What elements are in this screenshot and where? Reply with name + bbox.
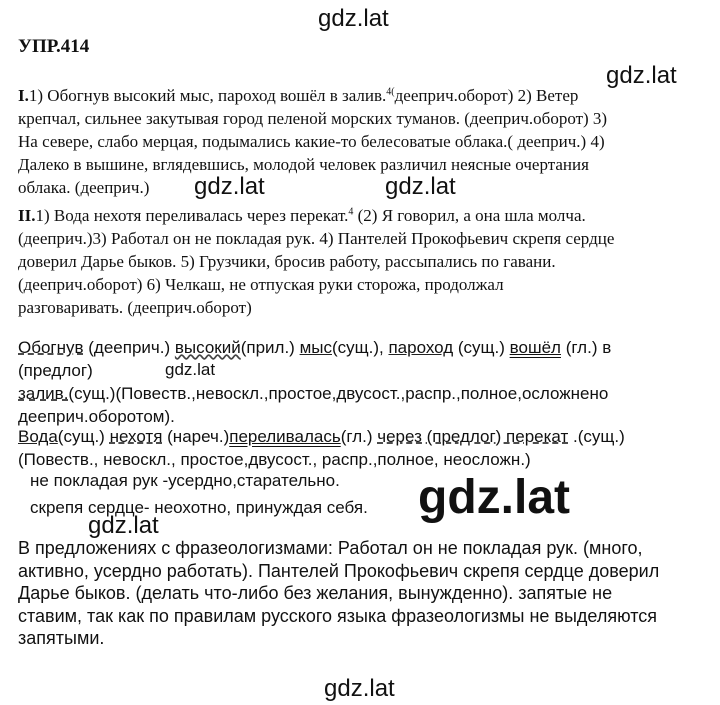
phrase-meaning-2: скрепя сердце- неохотно, принуждая себя. [30, 498, 368, 517]
part-one-label: I. [18, 86, 29, 105]
conclusion-line-2: активно, усердно работать). Пантелей Прокофьевич скрепя сердце доверил [18, 560, 660, 581]
analysis-one [18, 336, 698, 428]
analysis-two-line-2: (Повеств., невоскл., простое,двусост., распр.,полное, неосложн.) [18, 450, 531, 469]
conclusion [18, 537, 698, 650]
analysis-word-nekhotya: нехотя [109, 427, 163, 446]
analysis-word-zaliv: залив. [18, 384, 69, 403]
part-one-line-3: На севере, слабо мерцая, подымались какие-то белесоватые облака.( дееприч.) 4) [18, 132, 605, 151]
conclusion-line-5: запятыми. [18, 628, 105, 648]
analysis-word-perelivalas: переливалась [229, 427, 341, 446]
analysis-word-obognuv: Обогнув [18, 338, 84, 357]
watermark-right: gdz.lat [606, 62, 677, 89]
part-two-line-1 [18, 204, 694, 227]
analysis-pos-6: (сущ.)(Повеств.,невоскл.,простое,двусост.,распр.,полное,осложнено [68, 384, 609, 403]
conclusion-line-3: Дарье быков. (делать что-либо без желания, вынужденно). запятые не [18, 583, 613, 603]
analysis-word-voshel: вошёл [509, 338, 561, 357]
analysis-pos-4: (сущ.) [453, 338, 510, 357]
part-one-sup: 4( [386, 86, 395, 98]
part-two-label: II. [18, 206, 36, 225]
watermark-top: gdz.lat [318, 5, 389, 32]
part-one-line-2: крепчал, сильнее закутывая город пеленой морских туманов. (дееприч.оборот) 3) [18, 109, 608, 128]
part-one-text-1: 1) Обогнув высокий мыс, пароход вошёл в залив. [28, 86, 387, 105]
part-two-sup: 4 [348, 206, 354, 218]
analysis-two [18, 425, 698, 471]
analysis-one-line-3 [18, 382, 698, 405]
conclusion-line-4: ставим, так как по правилам русского языка фразеологизмы не выделяются [18, 605, 657, 626]
part-two-text-1b: (2) Я говорил, а она шла молча. [353, 206, 586, 225]
part-one [18, 84, 694, 199]
analysis-pos-8: (нареч.) [162, 427, 230, 446]
analysis-word-perekat: через (предлог) перекат [377, 427, 569, 446]
watermark-lower-left: gdz.lat [88, 512, 159, 539]
phrase-meanings [30, 469, 368, 519]
part-one-line-1 [18, 84, 694, 107]
analysis-one-line-1 [18, 336, 698, 359]
analysis-one-line-2: (предлог) [18, 361, 93, 380]
conclusion-line-1: В предложениях с фразеологизмами: Работал он не покладая рук. (много, [18, 538, 643, 558]
analysis-two-line-1 [18, 425, 698, 448]
analysis-pos-9: (гл.) [340, 427, 378, 446]
part-two-text-1a: 1) Вода нехотя переливалась через перекат. [35, 206, 349, 225]
analysis-word-vysokiy: высокий [174, 338, 241, 357]
analysis-pos-3: (сущ.), [331, 338, 389, 357]
watermark-small: gdz.lat [165, 360, 216, 379]
part-one-line-5: облака. (дееприч.) [18, 178, 150, 197]
analysis-pos-5: (гл.) в [560, 338, 612, 357]
analysis-word-parokhod: пароход [388, 338, 454, 357]
watermark-bottom: gdz.lat [324, 675, 395, 702]
analysis-pos-2: (прил.) [240, 338, 300, 357]
watermark-mid-center: gdz.lat [385, 173, 456, 200]
analysis-word-mys: мыс [299, 338, 332, 357]
analysis-pos-1: (дееприч.) [83, 338, 175, 357]
exercise-title: УПР.414 [18, 36, 90, 57]
phrase-meaning-1: не покладая рук -усердно,старательно. [30, 471, 340, 490]
analysis-pos-10: .(сущ.) [568, 427, 625, 446]
part-two-line-4: (дееприч.оборот) 6) Челкаш, не отпуская руки сторожа, продолжал [18, 275, 504, 294]
analysis-pos-7: (сущ.) [57, 427, 110, 446]
watermark-large: gdz.lat [418, 471, 570, 524]
part-two-line-5: разговаривать. (дееприч.оборот) [18, 298, 252, 317]
part-one-line-4: Далеко в вышине, вглядевшись, молодой человек различил неясные очертания [18, 155, 589, 174]
part-two-line-3: доверил Дарье быков. 5) Грузчики, бросив работу, рассыпались по гавани. [18, 252, 556, 271]
part-two-line-2: (дееприч.)3) Работал он не покладая рук. 4) Пантелей Прокофьевич скрепя сердце [18, 229, 615, 248]
watermark-mid-left: gdz.lat [194, 173, 265, 200]
analysis-one-line-4: дееприч.оборотом). [18, 407, 175, 426]
part-one-tail: дееприч.оборот) 2) Ветер [394, 86, 579, 105]
analysis-word-voda: Вода [18, 427, 58, 446]
part-two [18, 204, 694, 319]
